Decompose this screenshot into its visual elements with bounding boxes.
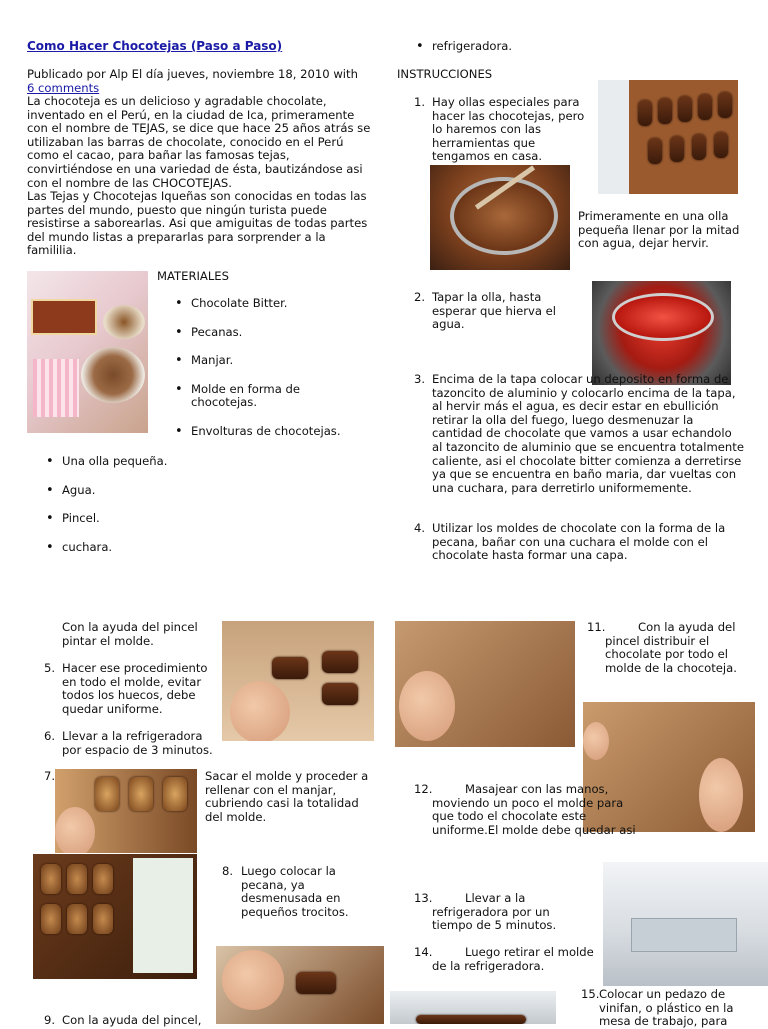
- instructions-heading: INSTRUCCIONES: [397, 67, 493, 81]
- step-text: Masajear con las manos, moviendo un poco el molde para que todo el chocolate este uniforme.El molde debe quedar asi: [432, 782, 636, 837]
- step-text: Con la ayuda del pincel,: [62, 1013, 202, 1027]
- post-byline: [27, 68, 377, 95]
- hand-shape: [399, 671, 455, 741]
- tray-shape: [416, 1015, 526, 1024]
- material-item: • Envolturas de chocotejas.: [173, 425, 353, 439]
- step-text: Luego retirar el molde de la refrigeradora.: [432, 945, 594, 973]
- mold-cell-shape: [692, 134, 706, 160]
- step-15: [581, 988, 751, 1029]
- hand-shape: [699, 758, 743, 832]
- materials-list-extra: [414, 40, 614, 54]
- comments-link[interactable]: 6 comments: [27, 80, 100, 95]
- step-3: [414, 373, 744, 495]
- pecan-bowl-shape: [81, 347, 145, 403]
- hand-shape: [583, 722, 609, 760]
- chocolate-box-shape: [31, 299, 97, 335]
- step-number: 13.: [414, 891, 433, 905]
- step-text: Con la ayuda del pincel distribuir el chocolate por todo el molde de la chocoteja.: [605, 620, 737, 675]
- tray-shape: [631, 918, 737, 952]
- step-text: Hacer ese procedimiento en todo el molde, evitar todos los huecos, debe quedar uniforme.: [62, 661, 208, 716]
- step-2: [414, 291, 574, 332]
- step-text: Llevar a la refrigeradora por espacio de 3 minutos.: [62, 729, 213, 757]
- step-number: 15.: [581, 987, 600, 1001]
- filled-mold-photo: [55, 769, 197, 853]
- pecan-mold-photo: [33, 854, 197, 979]
- mold-cell-shape: [698, 94, 712, 120]
- manjar-bowl-shape: [103, 305, 145, 339]
- step-4b: Con la ayuda del pincel pintar el molde.: [62, 620, 198, 648]
- mold-cell-shape: [678, 96, 692, 122]
- step-11: [587, 621, 743, 675]
- step-number: 12.: [414, 782, 433, 796]
- step-5: [44, 662, 214, 716]
- mold-cell-shape: [93, 904, 113, 934]
- step-number: 14.: [414, 945, 433, 959]
- hand-shape: [222, 950, 284, 1010]
- step-text: Utilizar los moldes de chocolate con la forma de la pecana, bañar con una cuchara el molde con el chocolate hasta formar una capa.: [432, 521, 726, 563]
- material-item: • Pincel.: [44, 512, 224, 526]
- mold-cell-shape: [93, 864, 113, 894]
- materials-list-right: [173, 297, 353, 439]
- step-14: [414, 946, 599, 973]
- pot-lid-shape: [612, 293, 714, 341]
- material-item: • refrigeradora.: [414, 40, 614, 54]
- hand-shape: [55, 807, 95, 853]
- post-title-link[interactable]: Como Hacer Chocotejas (Paso a Paso): [27, 39, 283, 53]
- mold-cell-shape: [714, 132, 728, 158]
- mold-cell-shape: [95, 777, 119, 811]
- materials-photo: [27, 271, 148, 433]
- material-item: • Agua.: [44, 484, 224, 498]
- materials-heading: MATERIALES: [157, 269, 229, 283]
- step-text: Hay ollas especiales para hacer las chocotejas, pero lo haremos con las herramientas que tengamos en casa.: [432, 95, 585, 164]
- mold-cell-shape: [670, 136, 684, 162]
- pot-photo: [592, 281, 731, 385]
- step-9: [44, 1014, 214, 1028]
- material-item: • Chocolate Bitter.: [173, 297, 353, 311]
- step-13: [414, 892, 594, 933]
- step-1-caption: Primeramente en una olla pequeña llenar por la mitad con agua, dejar hervir.: [578, 209, 740, 251]
- step-7-number: 7.: [44, 769, 56, 783]
- fridge-photo: [603, 862, 768, 986]
- mold-cell-shape: [163, 777, 187, 811]
- step-text: Encima de la tapa colocar un deposito en forma de tazoncito de aluminio y colocarlo encima de la tapa, al hervir más el agua, es decir estar en ebullición retirar la olla del fuego, luego desmenuzar la cantidad de chocolate que vamos a usar echandolo al tazoncito de aluminio que se encuentra totalmente caliente, asi el chocolate bitter comienza a derretirse ya que se encuentra en baño maria, dar vueltas con una cuchara, para derretirlo uniformemente.: [432, 372, 744, 495]
- byline-text: Publicado por Alp El día jueves, noviembre 18, 2010 with: [27, 67, 358, 81]
- post-intro-2: Las Tejas y Chocotejas Iqueñas son conocidas en todas las partes del mundo, puesto que ningún turista puede resistirse a saborearlas. Asi que amiguitas de todas partes del mundo listas a prepararlas para sorprender a la famililia.: [27, 189, 368, 258]
- paper-shape: [133, 858, 193, 973]
- brushing-photo: [222, 621, 374, 741]
- step-1: [414, 96, 589, 164]
- material-item: • cuchara.: [44, 541, 224, 555]
- step-number: 8.: [222, 864, 234, 878]
- tray-out-photo: [390, 991, 556, 1024]
- mold-cell-shape: [658, 98, 672, 124]
- mold-cell-shape: [67, 904, 87, 934]
- step-text: Colocar un pedazo de vinifan, o plástico en la mesa de trabajo, para: [599, 987, 734, 1029]
- step-number: 11.: [587, 620, 606, 634]
- mold-cell-shape: [41, 864, 61, 894]
- hand-shape: [230, 681, 290, 741]
- material-item: • Una olla pequeña.: [44, 455, 224, 469]
- mold-cell-shape: [129, 777, 153, 811]
- step-7: Sacar el molde y proceder a rellenar con el manjar, cubriendo casi la totalidad del molde.: [205, 769, 369, 824]
- material-item: • Molde en forma de chocotejas.: [173, 383, 353, 410]
- mold-cell-shape: [322, 683, 358, 705]
- step-number: 9.: [44, 1013, 56, 1027]
- step-number: 2.: [414, 290, 426, 304]
- step-text: Llevar a la refrigeradora por un tiempo de 5 minutos.: [432, 891, 557, 933]
- step-number: 6.: [44, 729, 56, 743]
- materials-list-left: [44, 455, 224, 554]
- step-text: Tapar la olla, hasta esperar que hierva el agua.: [432, 290, 556, 332]
- material-item: • Pecanas.: [173, 326, 353, 340]
- mold-cell-shape: [322, 651, 358, 673]
- molds-photo: [598, 80, 738, 194]
- mold-cell-shape: [638, 100, 652, 126]
- full-tray-photo: [395, 621, 575, 747]
- mold-cell-shape: [296, 972, 336, 994]
- step-number: 3.: [414, 372, 426, 386]
- step-text: Luego colocar la pecana, ya desmenusada en pequeños trocitos.: [241, 864, 349, 919]
- mold-cell-shape: [648, 138, 662, 164]
- step-number: 5.: [44, 661, 56, 675]
- step-number: 1.: [414, 95, 426, 109]
- step-12: [414, 783, 642, 837]
- step-8: [222, 865, 372, 919]
- step-6: [44, 730, 219, 757]
- wrappers-shape: [33, 359, 79, 417]
- material-item: • Manjar.: [173, 354, 353, 368]
- post-intro: La chocoteja es un delicioso y agradable chocolate, inventado en el Perú, en la ciudad de Ica, primeramente con el nombre de TEJAS, se dice que hace 25 años atrás se utilizaban las barras de chocolate, conocido en el Perú como el cacao, para bañar las famosas tejas, convirtiéndose en una variedad de ésta, bautizándose asi con el nombre de las CHOCOTEJAS.: [27, 94, 371, 190]
- mold-cell-shape: [67, 864, 87, 894]
- step-number: 4.: [414, 521, 426, 535]
- mold-cell-shape: [272, 657, 308, 679]
- mold-cell-shape: [41, 904, 61, 934]
- mold-cell-shape: [718, 92, 732, 118]
- step-9-photo: [216, 946, 384, 1024]
- step-4: [414, 522, 744, 563]
- melted-chocolate-photo: [430, 165, 570, 270]
